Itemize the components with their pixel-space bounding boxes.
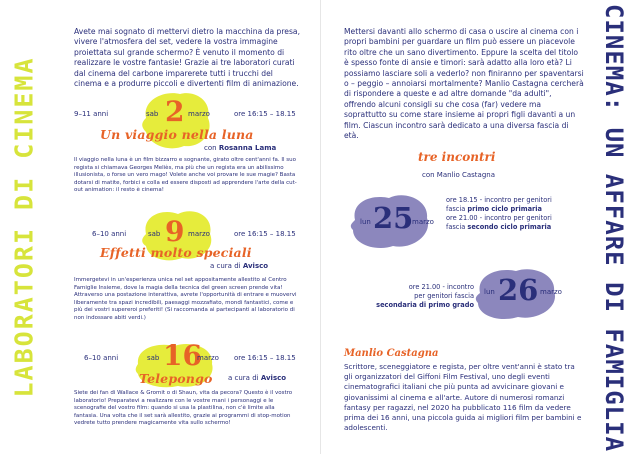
workshop-3-title: Telepongo [139,371,213,386]
incontro-1-line-2-bold: primo ciclo primaria [467,205,543,213]
workshop-1-time: ore 16:15 – 18.15 [234,110,296,118]
left-vertical-title [4,20,44,434]
workshop-1-ages: 9–11 anni [74,110,109,118]
workshop-1-byline-name: Rosanna Lama [218,144,277,152]
workshop-2-time: ore 16:15 – 18.15 [234,230,296,238]
workshop-2-title: Effetti molto speciali [100,245,252,260]
intro-left-paragraph: Avete mai sognato di mettervi dietro la macchina da presa, vivere l'atmosfera del set, vedere la vostra immagine proiettata sul grande schermo? È venuto il momento di realizzare le vostre fantasie! Grazie ai tre laboratori curati dal cinema del carbone imparerete tutti i trucchi del cinema e a produrre piccoli e divertenti film di animazione. [74,27,300,89]
incontro-2-line-3 [368,301,474,310]
workshop-2-byline [210,262,268,270]
incontro-2-day-label: lun [484,288,495,296]
incontro-2-month: marzo [540,288,562,296]
workshop-2-byline-name: Avisco [242,262,269,270]
incontro-2-day-number: 26 [498,273,539,307]
page-fold [320,0,321,454]
incontri-title: tre incontri [418,150,496,164]
incontro-2-line-1: ore 21.00 - incontro [408,283,474,291]
incontro-1-day-number: 25 [373,201,414,235]
right-vertical-title [594,3,634,453]
workshop-3-byline [228,374,286,382]
workshop-1-byline-prefix: con [204,144,217,152]
incontro-1-line-3: ore 21.00 - incontro per genitori [446,214,552,222]
workshop-1-day-number: 2 [165,95,185,128]
intro-right-paragraph: Mettersi davanti allo schermo di casa o uscire al cinema con i propri bambini per guardare un film può essere un piacevole rito oltre che un sano divertimento. Eppure la scelta del titolo è spesso fonte di ansie e timori: sarà adatto alla loro età? Li possiamo lasciare soli a vederlo? non finiranno per spaventarsi o – peggio – annoiarsi mortalmente? Manlio Castagna cercherà di rispondere a queste e ad altre domande "da adulti", offrendo alcuni consigli su che cosa (far) vedere ma soprattutto su come stare insieme ai propri figli davanti a un film. Ciascun incontro sarà dedicato a una diversa fascia di età. [344,27,584,141]
incontri-subtitle: con Manlio Castagna [422,171,495,179]
incontro-1-line-4-prefix: fascia [446,223,466,231]
incontro-2-line-2: per genitori fascia [414,292,474,300]
workshop-3-description: Siete dei fan di Wallace & Gromit o di Shaun, vita da pecora? Questo è il vostro laboratorio! Preparatevi a realizzare con le vostre mani i personaggi e le scenografie del vostro film: quando si usa la plastilina, non c'è limite alla fantasia. Una volta che il set sarà allestito, grazie ai programmi di stop-motion vedrete tutto prendere magicamente vita sullo schermo! [74,390,293,427]
workshop-1-title: Un viaggio nella luna [100,127,254,142]
incontro-1-line-2 [446,205,586,214]
incontro-1-line-1: ore 18.15 - incontro per genitori [446,196,552,204]
workshop-2-day-number: 9 [165,215,185,248]
incontro-1-line-2-prefix: fascia [446,205,466,213]
bio-title: Manlio Castagna [344,348,439,359]
incontro-1-line-4 [446,223,586,232]
workshop-2-ages: 6–10 anni [92,230,127,238]
workshop-2-byline-prefix: a cura di [210,262,241,270]
workshop-1-month: marzo [188,110,210,118]
incontro-1-line-4-bold: secondo ciclo primaria [467,223,552,231]
left-vertical-title-text: LABORATORI DI CINEMA [9,56,39,398]
workshop-1-description: Il viaggio nella luna è un film bizzarro e sognante, girato oltre cent'anni fa. Il suo regista si chiamava Georges Meliès, ma più che un regista era un abilissimo illusionista, o forse un vero mago! Volete anche voi provare le sue magie? Basta dotarsi di matite, forbici e colla ed essere disposti ad apprendere l'arte della cut-out animation: il resto è cinema! [74,157,297,194]
workshop-2-day-label: sab [148,230,161,238]
workshop-3-time: ore 16:15 – 18.15 [234,354,296,362]
incontro-1-month: marzo [412,218,434,226]
workshop-3-byline-prefix: a cura di [228,374,259,382]
workshop-3-day-number: 16 [163,339,202,372]
workshop-3-ages: 6–10 anni [84,354,119,362]
incontro-2-sessions [368,283,474,310]
workshop-3-day-label: sab [147,354,160,362]
workshop-2-description: Immergetevi in un'esperienza unica nel set appositamente allestito al Centro Famiglie Insieme, dove la magia della tecnica del green screen prende vita! Attraverso una postazione interattiva, avrete l'opportunità di entrare e muovervi liberamente tra spazi incredibili, paesaggi mozzafiato, mondi fantastici, come e più dei vostri supereroi preferiti! (Si raccomanda ai partecipanti al laboratorio di non indossare abiti verdi.) [74,277,297,321]
bio-paragraph: Scrittore, sceneggiatore e regista, per oltre vent'anni è stato tra gli organizzatori del Giffoni Film Festival, uno degli eventi cinematografici italiani che più punta ad avvicinare giovani e giovanissimi al cinema e all'arte. Autore di numerosi romanzi fantasy per ragazzi, nel 2020 ha pubblicato 116 film da vedere prima dei 16 anni, una piccola guida ai migliori film per bambini e adolescenti. [344,362,582,433]
workshop-2-month: marzo [188,230,210,238]
workshop-3-month: marzo [197,354,219,362]
incontro-1-day-label: lun [360,218,371,226]
workshop-1-byline [204,144,276,152]
incontro-1-sessions [446,196,586,232]
workshop-3-byline-name: Avisco [260,374,287,382]
incontro-2-line-3-bold: secondaria di primo grado [376,301,474,309]
workshop-1-day-label: sab [146,110,159,118]
right-vertical-title-text: CINEMA: UN AFFARE DI FAMIGLIA [600,3,628,453]
